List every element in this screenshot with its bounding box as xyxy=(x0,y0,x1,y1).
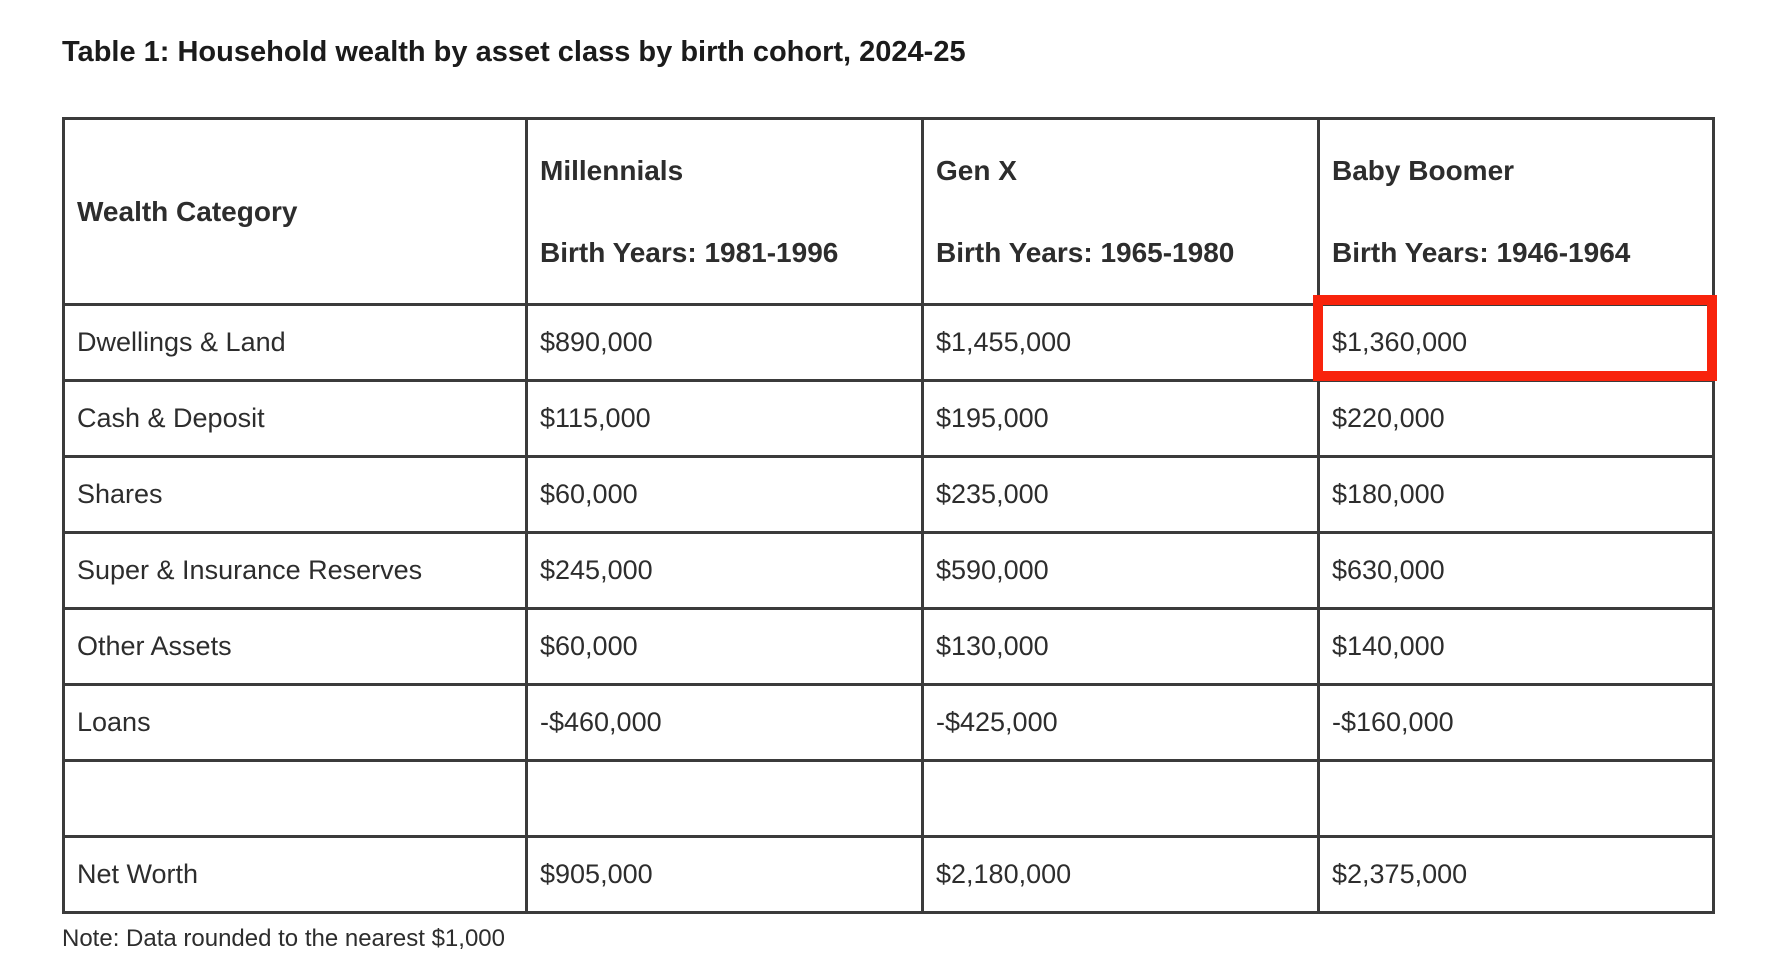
header-wealth-category: Wealth Category xyxy=(64,119,527,305)
value-cell xyxy=(527,761,923,837)
wealth-table xyxy=(62,117,1715,914)
value-cell: $2,180,000 xyxy=(923,837,1319,913)
table-title: Table 1: Household wealth by asset class by birth cohort, 2024-25 xyxy=(62,36,966,68)
value-cell: $1,455,000 xyxy=(923,305,1319,381)
value-cell: $115,000 xyxy=(527,381,923,457)
header-gen-x xyxy=(923,119,1319,305)
category-cell: Net Worth xyxy=(64,837,527,913)
header-baby-boomer xyxy=(1319,119,1714,305)
header-row xyxy=(64,119,1714,305)
header-millennials xyxy=(527,119,923,305)
cohort-name-gen-x: Gen X xyxy=(936,154,1017,186)
value-cell: $60,000 xyxy=(527,609,923,685)
category-cell: Shares xyxy=(64,457,527,533)
value-cell: $235,000 xyxy=(923,457,1319,533)
wealth-table-wrap xyxy=(62,117,1712,914)
table-row-loans xyxy=(64,685,1714,761)
table-row-super-insurance xyxy=(64,533,1714,609)
table-note: Note: Data rounded to the nearest $1,000 xyxy=(62,925,505,952)
value-cell: $890,000 xyxy=(527,305,923,381)
table-row-net-worth xyxy=(64,837,1714,913)
category-cell: Dwellings & Land xyxy=(64,305,527,381)
category-cell: Cash & Deposit xyxy=(64,381,527,457)
table-row-shares xyxy=(64,457,1714,533)
table-row-other-assets xyxy=(64,609,1714,685)
value-cell: $590,000 xyxy=(923,533,1319,609)
value-cell: $195,000 xyxy=(923,381,1319,457)
value-cell xyxy=(923,761,1319,837)
value-cell: $140,000 xyxy=(1319,609,1714,685)
category-cell: Other Assets xyxy=(64,609,527,685)
value-cell: $905,000 xyxy=(527,837,923,913)
value-cell: $180,000 xyxy=(1319,457,1714,533)
value-cell: -$160,000 xyxy=(1319,685,1714,761)
highlighted-value-cell: $1,360,000 xyxy=(1319,305,1714,381)
table-row-dwellings-land xyxy=(64,305,1714,381)
cohort-name-baby-boomer: Baby Boomer xyxy=(1332,154,1515,186)
category-cell xyxy=(64,761,527,837)
value-cell xyxy=(1319,761,1714,837)
value-cell: $2,375,000 xyxy=(1319,837,1714,913)
table-row-cash-deposit xyxy=(64,381,1714,457)
value-cell: $245,000 xyxy=(527,533,923,609)
value-cell: -$425,000 xyxy=(923,685,1319,761)
birth-years-gen-x: Birth Years: 1965-1980 xyxy=(936,236,1235,268)
birth-years-millennials: Birth Years: 1981-1996 xyxy=(540,236,839,268)
birth-years-baby-boomer: Birth Years: 1946-1964 xyxy=(1332,236,1631,268)
table-row-spacer xyxy=(64,761,1714,837)
category-cell: Super & Insurance Reserves xyxy=(64,533,527,609)
value-cell: $630,000 xyxy=(1319,533,1714,609)
value-cell: $60,000 xyxy=(527,457,923,533)
value-cell: -$460,000 xyxy=(527,685,923,761)
cohort-name-millennials: Millennials xyxy=(540,154,684,186)
category-cell: Loans xyxy=(64,685,527,761)
value-cell: $130,000 xyxy=(923,609,1319,685)
value-cell: $220,000 xyxy=(1319,381,1714,457)
